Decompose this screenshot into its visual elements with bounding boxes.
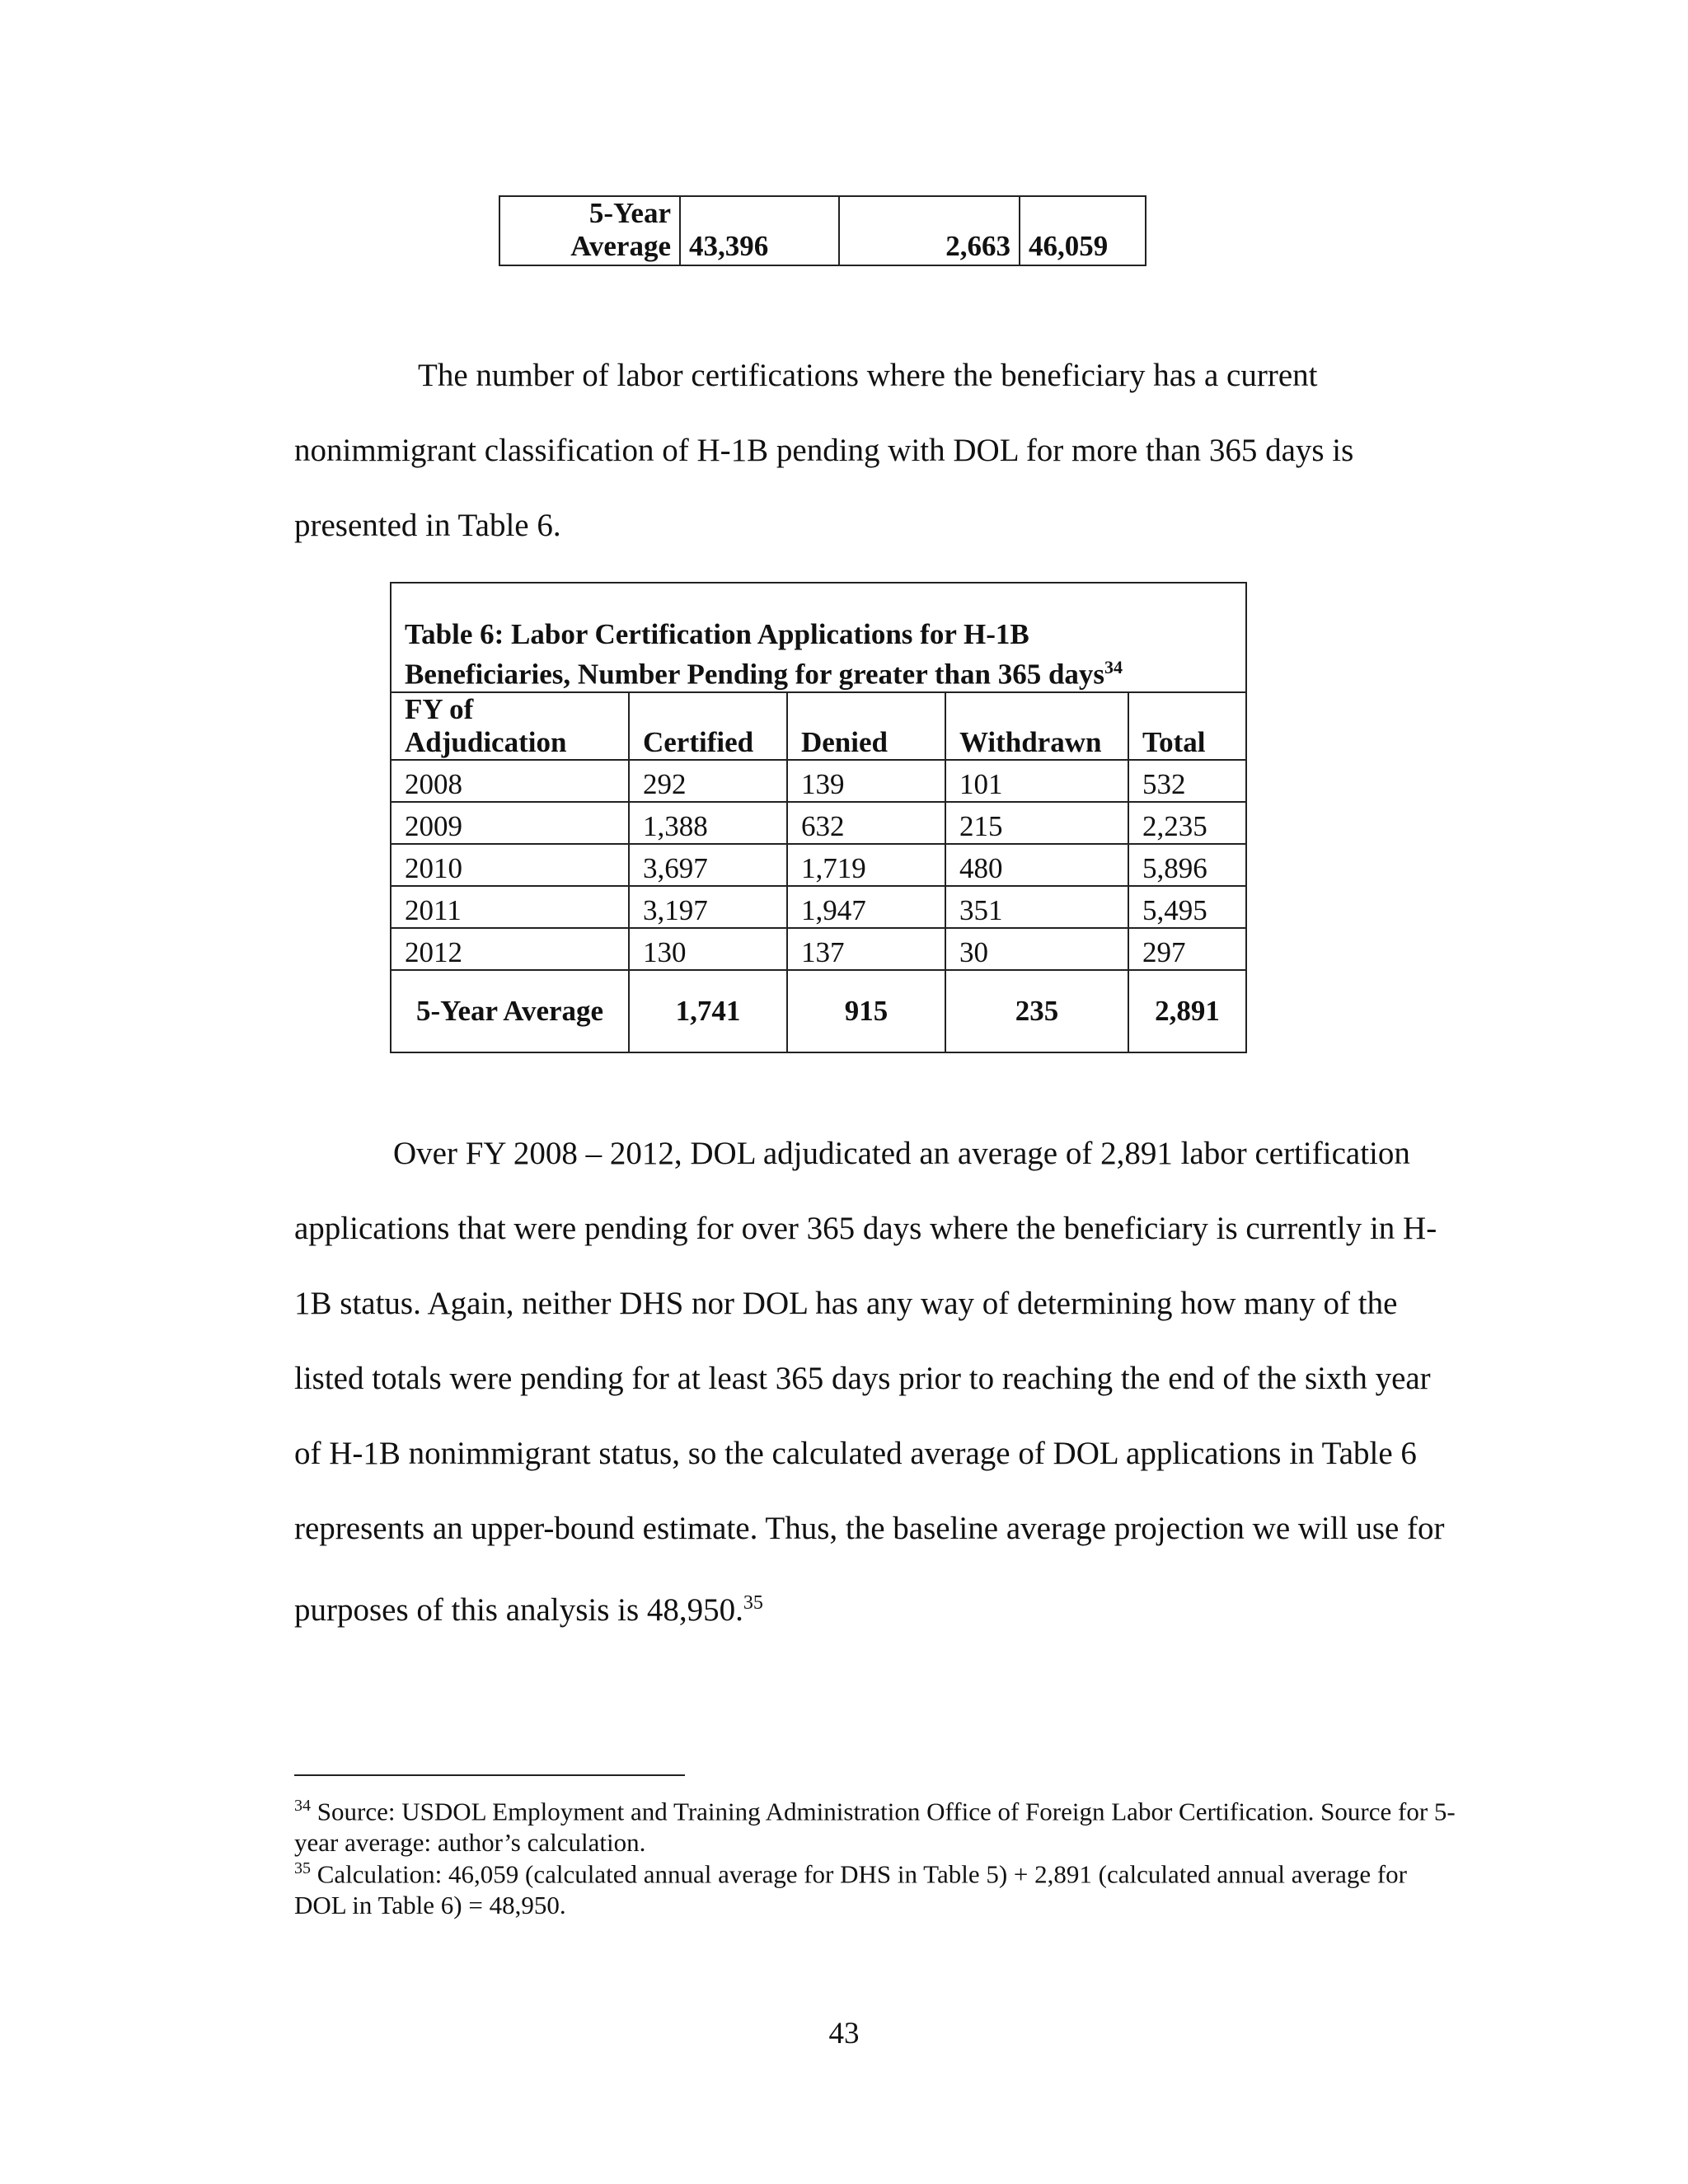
cell-fy: 2011 bbox=[391, 886, 629, 928]
footnote-text: Calculation: 46,059 (calculated annual average for DHS in Table 5) + 2,891 (calculated annual average for DOL in Table 6) = 48,950. bbox=[294, 1859, 1407, 1920]
footnote-ref-35: 35 bbox=[743, 1592, 763, 1614]
average-value-cell: 43,396 bbox=[680, 196, 839, 265]
table-caption-row bbox=[391, 583, 1246, 692]
cell-fy: 2008 bbox=[391, 760, 629, 802]
table-row bbox=[499, 196, 1146, 265]
footnote-separator bbox=[294, 1774, 685, 1776]
footnote-34 bbox=[294, 1790, 1465, 1858]
header-total: Total bbox=[1128, 692, 1246, 760]
header-denied: Denied bbox=[787, 692, 945, 760]
cell-total: 2,235 bbox=[1128, 802, 1246, 844]
cell-withdrawn: 101 bbox=[945, 760, 1128, 802]
cell-withdrawn: 215 bbox=[945, 802, 1128, 844]
cell-total: 532 bbox=[1128, 760, 1246, 802]
caption-line1: Table 6: Labor Certification Applications for H-1B bbox=[405, 618, 1029, 650]
cell-certified: 1,388 bbox=[629, 802, 787, 844]
table-row bbox=[391, 886, 1246, 928]
paragraph-analysis-text: Over FY 2008 – 2012, DOL adjudicated an average of 2,891 labor certification applications that were pending for over 365 days where the beneficiary is currently in H-1B status. Again, neither DHS nor DOL has any way of determining how many of the listed totals were pending for at least 365 days prior to reaching the end of the sixth year of H-1B nonimmigrant status, so the calculated average of DOL applications in Table 6 represents an upper-bound estimate. Thus, the baseline average projection we will use for purposes of this analysis is 48,950. bbox=[294, 1136, 1445, 1628]
cell-denied: 137 bbox=[787, 928, 945, 970]
header-fy-line1: FY of bbox=[405, 692, 474, 725]
cell-denied: 1,719 bbox=[787, 844, 945, 886]
header-certified: Certified bbox=[629, 692, 787, 760]
average-value-cell: 2,663 bbox=[839, 196, 1020, 265]
table-average-row bbox=[391, 970, 1246, 1052]
header-fy-line2: Adjudication bbox=[405, 725, 567, 758]
cell-certified: 3,197 bbox=[629, 886, 787, 928]
cell-average-withdrawn: 235 bbox=[945, 970, 1128, 1052]
table-row bbox=[391, 928, 1246, 970]
footnote-marker: 35 bbox=[294, 1859, 311, 1877]
cell-total: 5,495 bbox=[1128, 886, 1246, 928]
cell-average-denied: 915 bbox=[787, 970, 945, 1052]
paragraph-intro-table6: The number of labor certifications where the beneficiary has a current nonimmigrant classification of H-1B pending with DOL for more than 365 days is presented in Table 6. bbox=[294, 358, 1354, 543]
page-number: 43 bbox=[828, 2017, 860, 2050]
cell-fy: 2010 bbox=[391, 844, 629, 886]
cell-total: 5,896 bbox=[1128, 844, 1246, 886]
average-label-line1: 5-Year bbox=[588, 197, 671, 229]
caption-line2: Beneficiaries, Number Pending for greater than 365 days bbox=[405, 658, 1105, 691]
cell-average-total: 2,891 bbox=[1128, 970, 1246, 1052]
cell-certified: 3,697 bbox=[629, 844, 787, 886]
table6 bbox=[390, 582, 1247, 1053]
header-withdrawn: Withdrawn bbox=[945, 692, 1128, 760]
table-header-row bbox=[391, 692, 1246, 760]
cell-total: 297 bbox=[1128, 928, 1246, 970]
cell-certified: 130 bbox=[629, 928, 787, 970]
cell-denied: 632 bbox=[787, 802, 945, 844]
cell-average-certified: 1,741 bbox=[629, 970, 787, 1052]
table-row bbox=[391, 760, 1246, 802]
header-fy bbox=[391, 692, 629, 760]
table-row bbox=[391, 844, 1246, 886]
cell-withdrawn: 480 bbox=[945, 844, 1128, 886]
cell-withdrawn: 30 bbox=[945, 928, 1128, 970]
cell-withdrawn: 351 bbox=[945, 886, 1128, 928]
table5-average-row-table bbox=[499, 195, 1146, 266]
footnote-marker: 34 bbox=[294, 1797, 311, 1815]
footnote-ref-34: 34 bbox=[1104, 657, 1123, 677]
footnote-text: Source: USDOL Employment and Training Administration Office of Foreign Labor Certification. Source for 5-year average: author’s calculation. bbox=[294, 1797, 1456, 1858]
cell-denied: 1,947 bbox=[787, 886, 945, 928]
paragraph-analysis bbox=[294, 1116, 1465, 1647]
average-value-cell: 46,059 bbox=[1020, 196, 1146, 265]
average-label-line2: Average bbox=[570, 230, 671, 262]
table-caption bbox=[391, 583, 1246, 692]
average-label-cell bbox=[499, 196, 680, 265]
cell-certified: 292 bbox=[629, 760, 787, 802]
table-row bbox=[391, 802, 1246, 844]
footnote-35 bbox=[294, 1853, 1465, 1921]
cell-average-label: 5-Year Average bbox=[391, 970, 629, 1052]
cell-fy: 2009 bbox=[391, 802, 629, 844]
cell-fy: 2012 bbox=[391, 928, 629, 970]
cell-denied: 139 bbox=[787, 760, 945, 802]
